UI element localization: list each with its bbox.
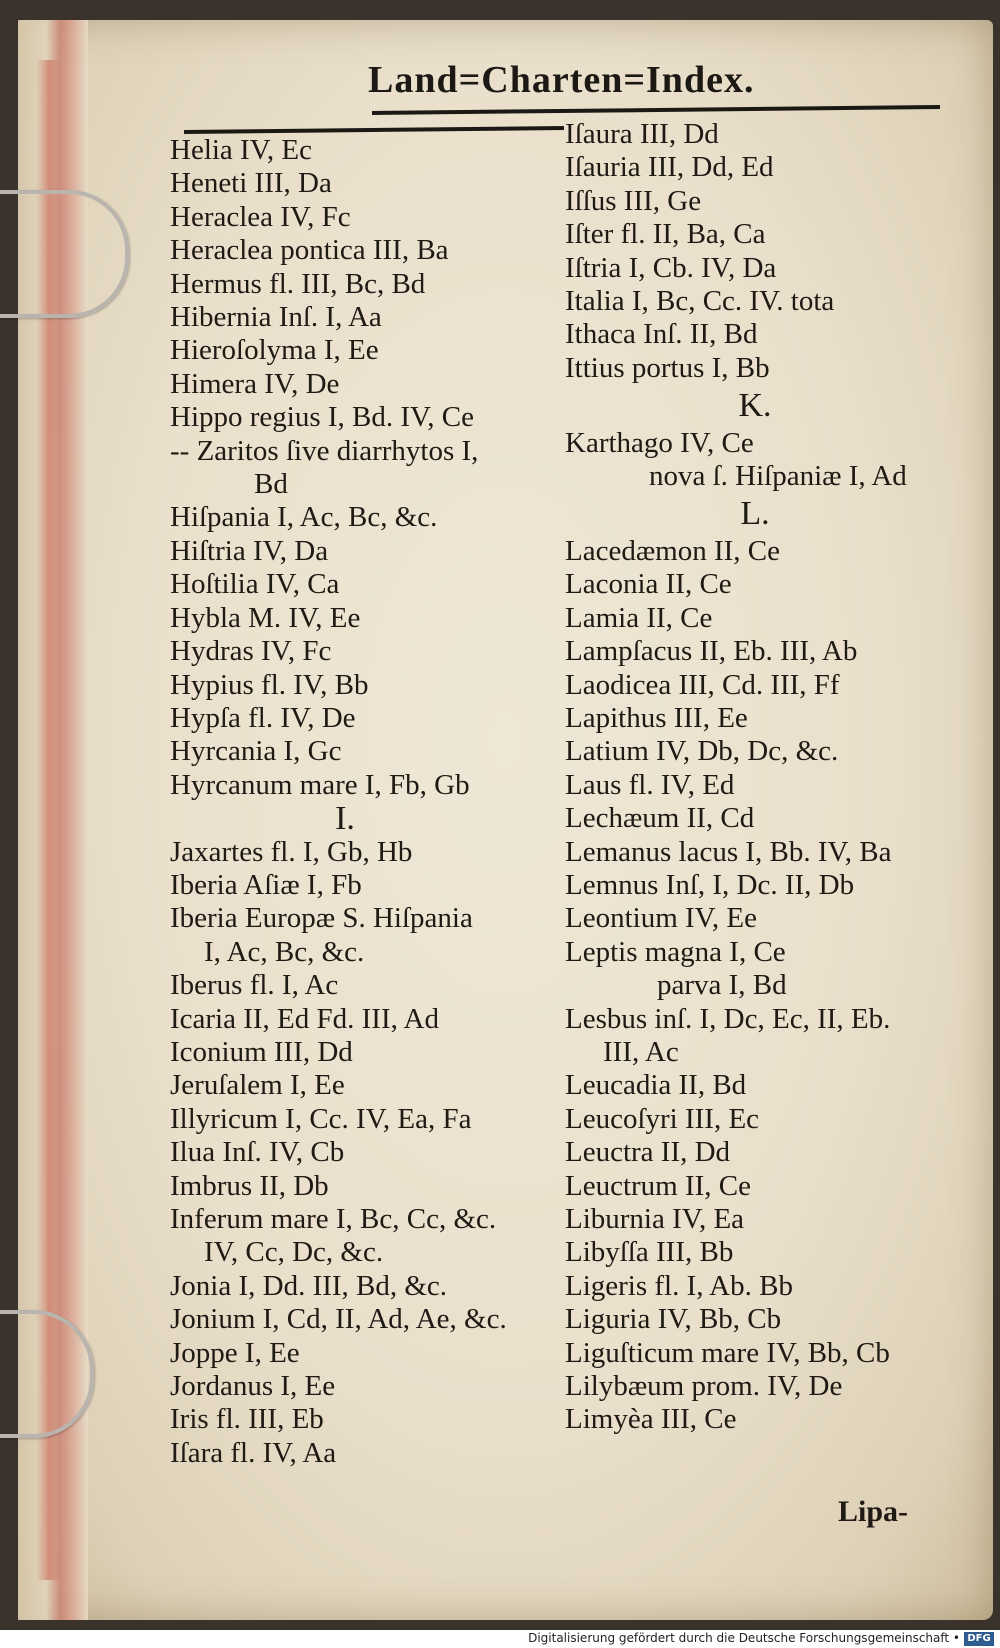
index-entry: Hypſa fl. IV, De	[170, 701, 356, 734]
index-entry: Iſter fl. II, Ba, Ca	[565, 218, 766, 251]
index-entry: Leuctra II, Dd	[565, 1136, 731, 1169]
index-entry: Hiſtria IV, Da	[170, 534, 329, 567]
index-entry: Laodicea III, Cd. III, Ff	[565, 668, 840, 701]
index-entry: Himera IV, De	[170, 367, 340, 400]
index-entry: Libyſſa III, Bb	[565, 1236, 734, 1269]
index-entry: Leptis magna I, Ce	[565, 935, 786, 968]
index-entry: Hippo regius I, Bd. IV, Ce	[170, 401, 474, 434]
page-title: Land=Charten=Index.	[368, 59, 755, 101]
index-entry: Bd	[254, 468, 288, 501]
index-entry: Iſauria III, Dd, Ed	[565, 151, 774, 184]
index-entry: Liguſticum mare IV, Bb, Cb	[565, 1336, 890, 1369]
index-entry: Lemanus lacus I, Bb. IV, Ba	[565, 835, 892, 868]
index-entry: Italia I, Bc, Cc. IV. tota	[565, 285, 835, 318]
index-entry: Hermus fl. III, Bc, Bd	[170, 267, 426, 300]
index-entry: Iris fl. III, Eb	[170, 1403, 324, 1436]
index-entry: Iberus fl. I, Ac	[170, 969, 339, 1002]
index-entry: Jonium I, Cd, II, Ad, Ae, &c.	[170, 1303, 507, 1336]
index-entry: Ithaca Inſ. II, Bd	[565, 318, 758, 351]
footer-credit: Digitalisierung gefördert durch die Deutsche Forschungsgemeinschaft •	[528, 1631, 960, 1645]
index-entry: Jordanus I, Ee	[170, 1370, 336, 1403]
index-entry: Icaria II, Ed Fd. III, Ad	[170, 1002, 439, 1035]
index-entry: Iſara fl. IV, Aa	[170, 1436, 337, 1469]
index-entry: -- Zaritos ſive diarrhytos I,	[170, 434, 479, 467]
index-entry: Leuctrum II, Ce	[565, 1169, 752, 1202]
index-entry: Iberia Aſiæ I, Fb	[170, 868, 362, 901]
index-entry: Jaxartes fl. I, Gb, Hb	[170, 835, 413, 868]
section-letter-heading: L.	[740, 495, 770, 533]
index-entry: Hyrcanum mare I, Fb, Gb	[170, 768, 470, 801]
index-entry: Limyèa III, Ce	[565, 1403, 737, 1436]
index-entry: Inferum mare I, Bc, Cc, &c.	[170, 1203, 497, 1235]
index-entry: Hypius fl. IV, Bb	[170, 668, 369, 701]
index-entry: Ligeris fl. I, Ab. Bb	[565, 1269, 793, 1302]
index-entry: nova ſ. Hiſpaniæ I, Ad	[649, 460, 907, 493]
index-entry: Lampſacus II, Eb. III, Ab	[565, 635, 858, 668]
paper-clip-top	[0, 190, 129, 318]
section-letter-heading: K.	[738, 387, 772, 425]
index-entry: Lemnus Inſ, I, Dc. II, Db	[565, 868, 855, 901]
index-entry: Laus fl. IV, Ed	[565, 768, 735, 801]
index-entry: Heneti III, Da	[170, 167, 332, 200]
index-entry: Hyrcania I, Gc	[170, 735, 342, 768]
index-entry: Jeruſalem I, Ee	[170, 1069, 345, 1102]
index-entry: Hiſpania I, Ac, Bc, &c.	[170, 501, 438, 534]
dfg-logo: DFG	[964, 1632, 994, 1646]
index-entry: Lacedæmon II, Ce	[565, 534, 781, 567]
index-entry: Karthago IV, Ce	[565, 426, 754, 459]
index-entry: Leontium IV, Ee	[565, 902, 757, 935]
index-entry: Hydras IV, Fc	[170, 635, 332, 668]
index-entry: Iſaura III, Dd	[565, 118, 719, 150]
index-entry: Hoſtilia IV, Ca	[170, 568, 340, 601]
index-entry: Iconium III, Dd	[170, 1035, 353, 1068]
index-entry: Latium IV, Db, Dc, &c.	[565, 735, 839, 768]
index-entry: parva I, Bd	[657, 969, 787, 1002]
index-entry: IV, Cc, Dc, &c.	[204, 1236, 384, 1269]
index-entry: Liburnia IV, Ea	[565, 1203, 745, 1235]
index-entry: Leucadia II, Bd	[565, 1069, 747, 1102]
index-entry: Liguria IV, Bb, Cb	[565, 1303, 782, 1336]
index-entry: I, Ac, Bc, &c.	[204, 935, 365, 968]
index-entry: Lechæum II, Cd	[565, 802, 755, 835]
index-entry: Lilybæum prom. IV, De	[565, 1370, 843, 1403]
index-entry: Heraclea IV, Fc	[170, 200, 351, 233]
index-entry: Leucoſyri III, Ec	[565, 1102, 760, 1135]
index-entry: Laconia II, Ce	[565, 568, 732, 601]
index-entry: Iſſus III, Ge	[565, 184, 702, 217]
index-entry: Jonia I, Dd. III, Bd, &c.	[170, 1269, 448, 1302]
index-entry: Imbrus II, Db	[170, 1169, 329, 1202]
index-entry: Joppe I, Ee	[170, 1336, 300, 1369]
index-entry: Lamia II, Ce	[565, 601, 713, 634]
index-entry: Hibernia Inſ. I, Aa	[170, 301, 382, 334]
index-entry: Illyricum I, Cc. IV, Ea, Fa	[170, 1102, 472, 1135]
index-entry: Lapithus III, Ee	[565, 701, 748, 734]
digitization-footer	[0, 1630, 1000, 1648]
index-entry: Hieroſolyma I, Ee	[170, 334, 379, 367]
index-entry: Lesbus inſ. I, Dc, Ec, II, Eb.	[565, 1002, 891, 1035]
catchword: Lipa-	[837, 1495, 908, 1528]
index-column-right	[565, 118, 965, 1437]
index-entry: Ittius portus I, Bb	[565, 351, 770, 384]
index-entry: Iſtria I, Cb. IV, Da	[565, 251, 777, 284]
index-entry: Ilua Inſ. IV, Cb	[170, 1136, 345, 1169]
index-entry: Heraclea pontica III, Ba	[170, 234, 449, 267]
index-entry: Iberia Europæ S. Hiſpania	[170, 902, 473, 935]
index-entry: III, Ac	[603, 1035, 679, 1068]
index-entry: Helia IV, Ec	[170, 134, 312, 166]
index-entry: Hybla M. IV, Ee	[170, 601, 361, 634]
section-letter-heading: I.	[335, 800, 355, 838]
index-column-left	[170, 134, 560, 1470]
